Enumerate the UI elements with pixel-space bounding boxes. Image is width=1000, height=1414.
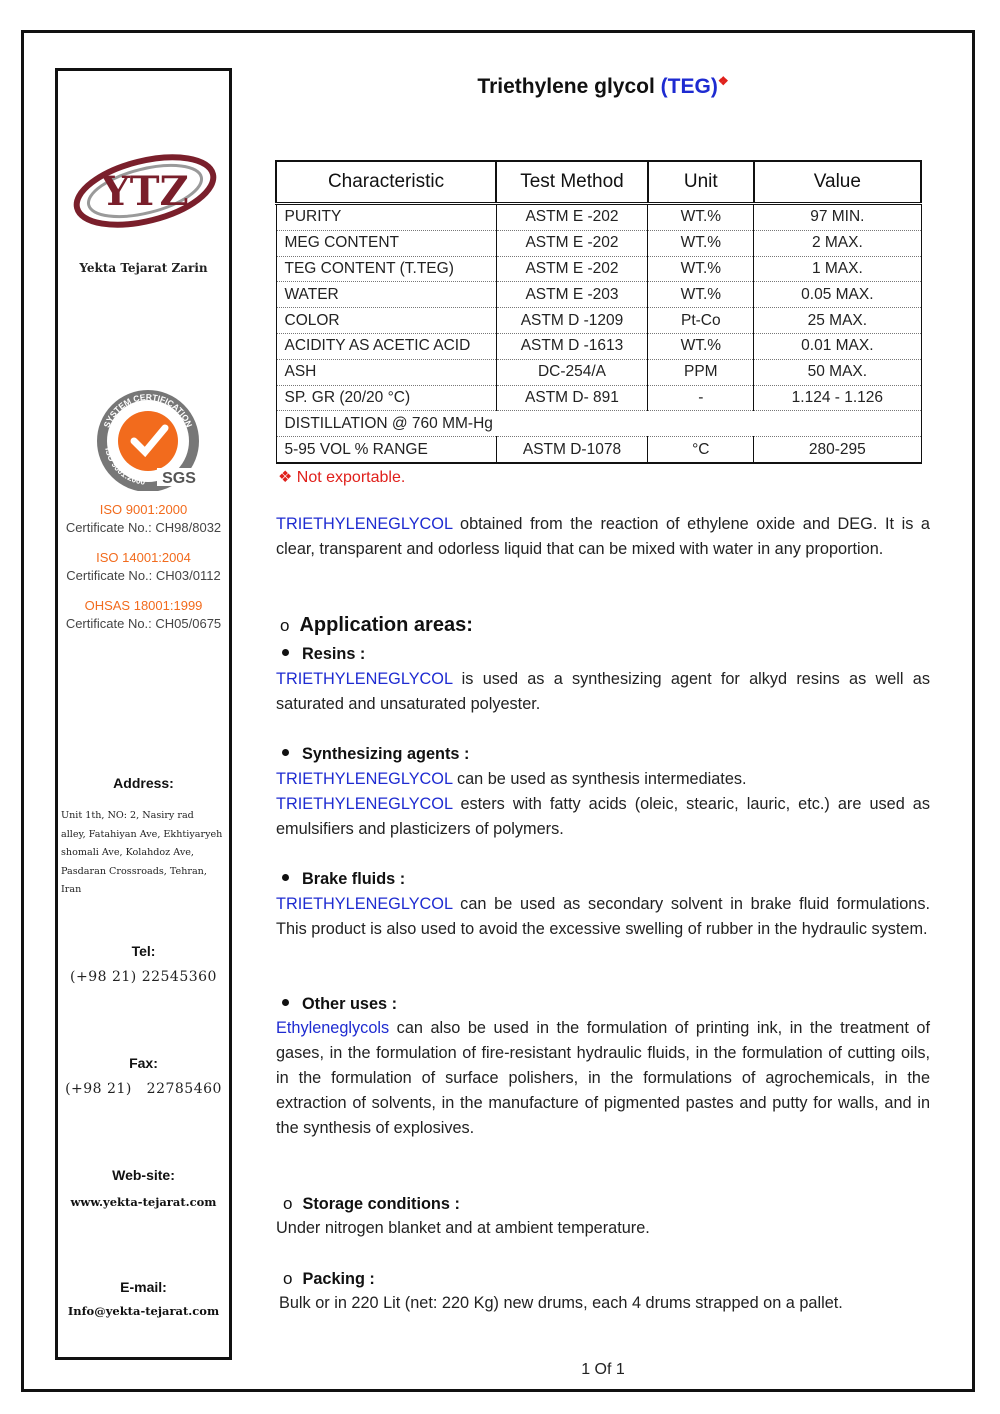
- brake-fluids-heading: [282, 870, 405, 889]
- website-link[interactable]: www.yekta-tejarat.com: [70, 1195, 217, 1209]
- hollow-bullet-icon: o: [283, 1269, 293, 1288]
- table-cell: 25 MAX.: [754, 308, 921, 334]
- table-row: [276, 385, 921, 411]
- synth-text-1: can be used as synthesis intermediates.: [452, 770, 747, 788]
- table-row: [276, 282, 921, 308]
- table-cell: 50 MAX.: [754, 359, 921, 385]
- resins-paragraph: [276, 667, 930, 717]
- cert-iso14001: [58, 549, 229, 585]
- address-label: Address:: [113, 775, 174, 791]
- cert-number: Certificate No.: CH05/0675: [65, 616, 222, 631]
- table-row: [276, 230, 921, 256]
- bullet-title: Other uses :: [302, 995, 398, 1013]
- synthesizing-paragraph-1: [276, 767, 930, 792]
- table-row: [276, 437, 921, 463]
- table-cell: WT.%: [648, 282, 754, 308]
- table-row: [276, 333, 921, 359]
- heading-text: Storage conditions :: [302, 1195, 460, 1213]
- packing-paragraph: Bulk or in 220 Lit (net: 220 Kg) new drums, each 4 drums strapped on a pallet.: [279, 1294, 843, 1312]
- bullet-icon: [282, 749, 289, 756]
- table-cell: ASTM E -202: [496, 204, 648, 231]
- seal-ring-text: SYSTEM CERTIFICATION: [101, 391, 195, 430]
- table-cell: PPM: [648, 359, 754, 385]
- tel-label: Tel:: [131, 943, 156, 959]
- table-cell: 0.01 MAX.: [754, 333, 921, 359]
- other-text: can also be used in the formulation of printing ink, in the treatment of gases, in the formulation of fire-resistant hydraulic fluids, in the formulation of cutting oils, in the formulation of surface polishers, in the formulations of agrochemicals, in the extraction of solvents, in the manufacture of pigmented pastes and putty for walls, and in the synthesis of explosives.: [276, 1019, 930, 1137]
- address-block: [61, 807, 229, 900]
- table-cell: MEG CONTENT: [276, 230, 496, 256]
- resins-heading: [282, 645, 365, 664]
- fax-label: Fax:: [129, 1055, 158, 1071]
- table-row: [276, 308, 921, 334]
- synthesizing-paragraph-2: [276, 792, 930, 842]
- page-number: 1 Of 1: [581, 1361, 625, 1378]
- cert-standard: ISO 9001:2000: [99, 502, 188, 517]
- table-cell: -: [648, 385, 754, 411]
- fax-value: (+98 21) 22785460: [65, 1081, 222, 1097]
- cert-iso9001: [58, 501, 229, 537]
- sgs-certification-seal-icon: [93, 386, 203, 491]
- product-name-highlight: TRIETHYLENEGLYCOL: [276, 670, 453, 688]
- intro-paragraph: [276, 512, 930, 562]
- table-cell: WT.%: [648, 256, 754, 282]
- company-logo: [70, 133, 220, 243]
- address-line: Unit 1th, NO: 2, Nasiry rad: [61, 810, 194, 821]
- storage-heading: [283, 1194, 460, 1214]
- table-cell: 5-95 VOL % RANGE: [276, 437, 496, 463]
- table-cell: ACIDITY AS ACETIC ACID: [276, 333, 496, 359]
- table-cell: WT.%: [648, 230, 754, 256]
- export-note: ❖ Not exportable.: [278, 469, 406, 486]
- cert-number: Certificate No.: CH98/8032: [65, 520, 222, 535]
- brake-fluids-paragraph: [276, 892, 930, 942]
- bullet-title: Brake fluids :: [302, 870, 406, 888]
- table-cell: ASTM D- 891: [496, 385, 648, 411]
- product-name-highlight: Ethyleneglycols: [276, 1019, 390, 1037]
- other-uses-heading: [282, 995, 397, 1014]
- company-name: Yekta Tejarat Zarin: [79, 261, 208, 275]
- other-uses-paragraph: [276, 1016, 930, 1141]
- email-link[interactable]: Info@yekta-tejarat.com: [67, 1304, 220, 1318]
- cert-ohsas18001: [58, 597, 229, 633]
- bullet-icon: [282, 999, 289, 1006]
- header-unit: Unit: [648, 161, 754, 204]
- cert-standard: ISO 14001:2004: [96, 550, 191, 565]
- table-cell: 97 MIN.: [754, 204, 921, 231]
- table-cell: PURITY: [276, 204, 496, 231]
- synthesizing-agents-heading: [282, 745, 469, 764]
- title-abbr: (TEG): [660, 75, 718, 98]
- logo-text: YTZ: [101, 168, 189, 215]
- cert-standard: OHSAS 18001:1999: [84, 598, 203, 613]
- table-cell: WT.%: [648, 204, 754, 231]
- address-line: Pasdaran Crossroads, Tehran, Iran: [61, 865, 207, 895]
- cert-number: Certificate No.: CH03/0112: [66, 568, 221, 583]
- table-cell: ASTM D -1209: [496, 308, 648, 334]
- table-cell: Pt-Co: [648, 308, 754, 334]
- table-cell: 2 MAX.: [754, 230, 921, 256]
- website-label: Web-site:: [112, 1167, 175, 1183]
- seal-lower-text: ISO 9001:2000: [103, 446, 146, 487]
- bullet-title: Resins :: [302, 645, 366, 663]
- table-cell-spanning: DISTILLATION @ 760 MM-Hg: [276, 411, 921, 437]
- intro-text: obtained from the reaction of ethylene oxide and DEG. It is a clear, transparent and odorless liquid that can be mixed with water in any proportion.: [276, 515, 930, 558]
- table-cell: 1.124 - 1.126: [754, 385, 921, 411]
- header-test-method: Test Method: [496, 161, 648, 204]
- packing-heading: [283, 1269, 375, 1289]
- tel-value[interactable]: (+98 21) 22545360: [70, 969, 217, 985]
- heading-text: Packing :: [302, 1270, 375, 1288]
- hollow-bullet-icon: o: [283, 1194, 293, 1213]
- header-value: Value: [754, 161, 921, 204]
- product-name-highlight: TRIETHYLENEGLYCOL: [276, 895, 453, 913]
- table-row: [276, 256, 921, 282]
- table-cell: SP. GR (20/20 °C): [276, 385, 496, 411]
- header-characteristic: Characteristic: [276, 161, 496, 204]
- table-cell: COLOR: [276, 308, 496, 334]
- page-title: [276, 74, 930, 99]
- bullet-icon: [282, 874, 289, 881]
- specification-table: [275, 160, 922, 464]
- table-cell: WATER: [276, 282, 496, 308]
- table-header-row: [276, 161, 921, 204]
- sidebar: [55, 68, 232, 1360]
- table-row: [276, 411, 921, 437]
- heading-text: Application areas:: [299, 614, 473, 636]
- table-row: [276, 204, 921, 231]
- synth-text-2: esters with fatty acids (oleic, stearic, lauric, etc.) are used as emulsifiers and plasticizers of polymers.: [276, 795, 930, 838]
- table-cell: ASTM D -1613: [496, 333, 648, 359]
- table-cell: 280-295: [754, 437, 921, 463]
- table-cell: ASTM D-1078: [496, 437, 648, 463]
- table-cell: ASTM E -202: [496, 230, 648, 256]
- table-cell: DC-254/A: [496, 359, 648, 385]
- table-cell: °C: [648, 437, 754, 463]
- email-label: E-mail:: [120, 1279, 167, 1295]
- resins-text: is used as a synthesizing agent for alkyd resins as well as saturated and unsaturated polyester.: [276, 670, 930, 713]
- storage-paragraph: Under nitrogen blanket and at ambient temperature.: [276, 1219, 650, 1237]
- hollow-bullet-icon: o: [280, 616, 290, 635]
- table-cell: TEG CONTENT (T.TEG): [276, 256, 496, 282]
- table-cell: ASTM E -202: [496, 256, 648, 282]
- title-main: Triethylene glycol: [477, 75, 655, 98]
- application-areas-heading: [280, 614, 473, 637]
- product-name-highlight: TRIETHYLENEGLYCOL: [276, 795, 453, 813]
- brake-text: can be used as secondary solvent in brake fluid formulations. This product is also used to avoid the excessive swelling of rubber in the hydraulic system.: [276, 895, 930, 938]
- table-cell: WT.%: [648, 333, 754, 359]
- bullet-icon: [282, 649, 289, 656]
- bullet-title: Synthesizing agents :: [302, 745, 470, 763]
- product-name-highlight: TRIETHYLENEGLYCOL: [276, 515, 453, 533]
- table-cell: ASTM E -203: [496, 282, 648, 308]
- table-cell: ASH: [276, 359, 496, 385]
- table-cell: 0.05 MAX.: [754, 282, 921, 308]
- address-line: shomali Ave, Kolahdoz Ave,: [61, 847, 194, 858]
- table-cell: 1 MAX.: [754, 256, 921, 282]
- seal-brand: SGS: [162, 470, 196, 487]
- table-row: [276, 359, 921, 385]
- address-line: alley, Fatahiyan Ave, Ekhtiyaryeh: [61, 828, 223, 840]
- product-name-highlight: TRIETHYLENEGLYCOL: [276, 770, 453, 788]
- title-mark: ❖: [717, 74, 729, 88]
